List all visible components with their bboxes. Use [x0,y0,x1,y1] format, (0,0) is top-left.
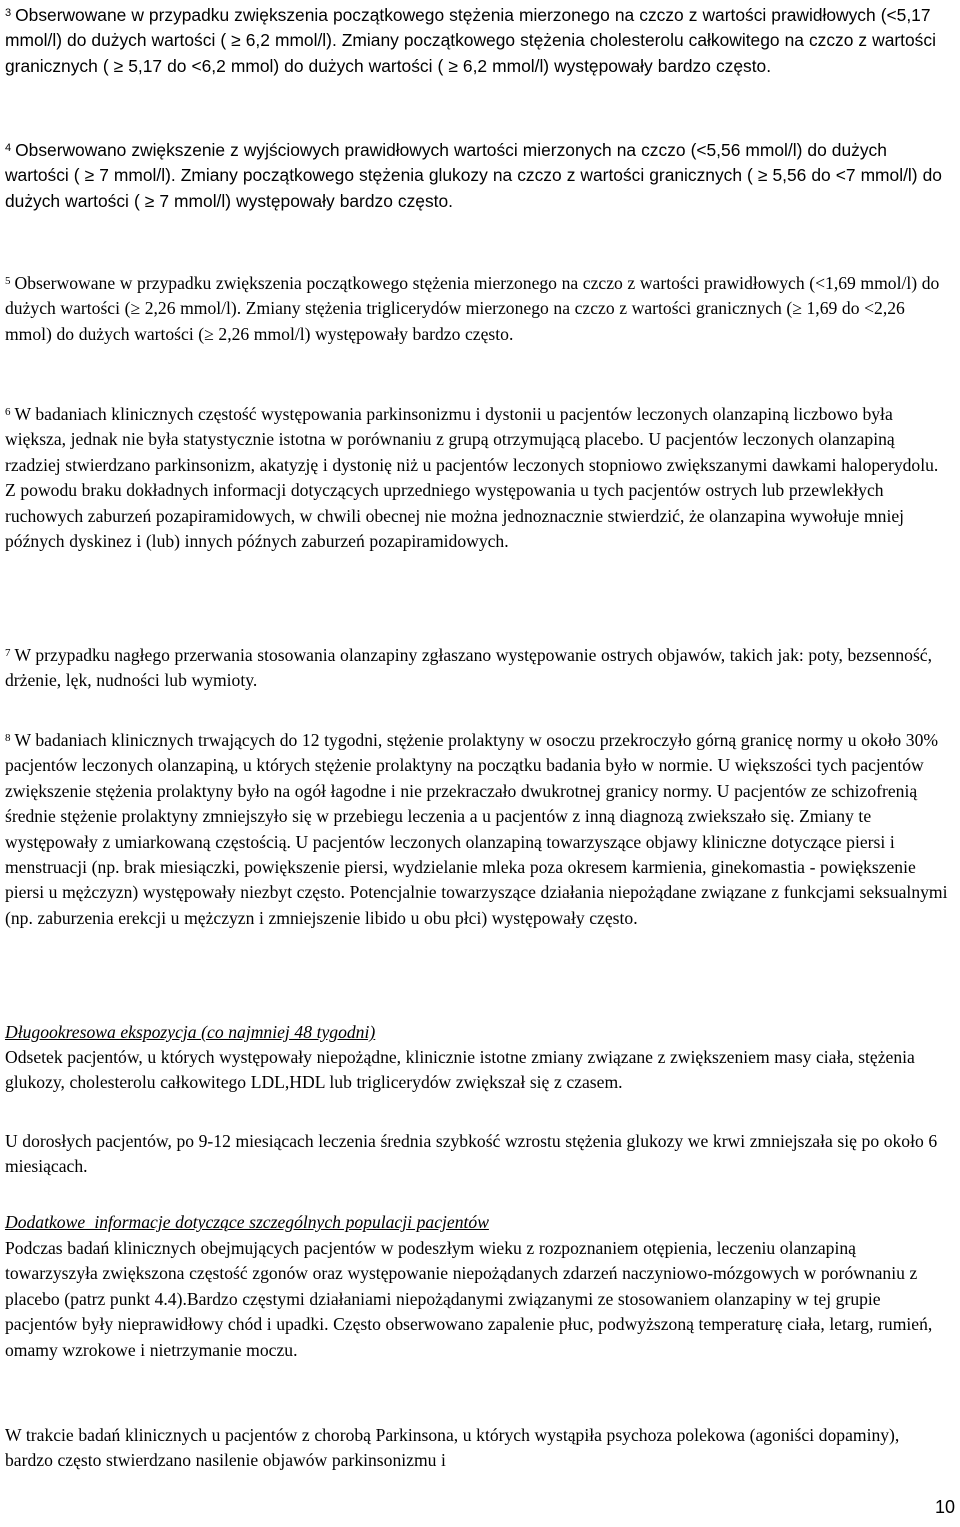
section-paragraph: Podczas badań klinicznych obejmujących pacjentów w podeszłym wieku z rozpoznaniem otępienia, leczeniu olanzapiną towarzyszyła zwiększona częstość zgonów oraz występowanie niepożądanych zdarzeń naczyniowo-mózgowych w porównaniu z placebo (patrz punkt 4.4).Bardzo częstymi działaniami niepożądanymi związanymi ze stosowaniem olanzapiny w tej grupie pacjentów były nieprawidłowy chód i upadki. Często obserwowano zapalenie płuc, podwyższoną temperaturę ciała, letarg, rumień, omamy wzrokowe i nietrzymanie moczu. [5,1238,933,1360]
section-paragraph: U dorosłych pacjentów, po 9-12 miesiącach leczenia średnia szybkość wzrostu stężenia glukozy we krwi zmniejszała się po około 6 miesiącach. [5,1131,938,1177]
footnote-number: 7 [5,647,11,659]
section-paragraph: Odsetek pacjentów, u których występowały niepożądne, klinicznie istotne zmiany związane z zwiększeniem masy ciała, stężenia glukozy, cholesterolu całkowitego LDL,HDL lub triglicerydów zwiększał się z czasem. [5,1047,915,1093]
footnote-text: Obserwowane w przypadku zwiększenia początkowego stężenia mierzonego na czczo z wartości prawidłowych (<5,17 mmol/l) do dużych wartości ( ≥ 6,2 mmol/l). Zmiany początkowego stężenia cholesterolu całkowitego na czczo z wartości granicznych ( ≥ 5,17 do <6,2 mmol) do dużych wartości ( ≥ 6,2 mmol/l) występowały bardzo często. [5,5,936,76]
footnote-text: W badaniach klinicznych trwających do 12 tygodni, stężenie prolaktyny w osoczu przekroczyło górną granicę normy u około 30% pacjentów leczonych olanzapiną, u których stężenie prolaktyny na początku badania było w normie. U większości tych pacjentów zwiększenie stężenia prolaktyny było na ogół łagodne i nie przekraczało dwukrotnej granicy normy. U pacjentów ze schizofrenią średnie stężenie prolaktyny zmniejszyło się w przebiegu leczenia a u pacjentów z inną diagnozą zwiekszało się. Zmiany te występowały z umiarkowaną częstością. U pacjentów leczonych olanzapiną towarzyszące objawy kliniczne dotyczące piersi i menstruacji (np. brak miesiączki, powiększenie piersi, wydzielanie mleka poza okresem karmienia, ginekomastia - powiększenie piersi u mężczyzn) występowały niezbyt często. Potencjalnie towarzyszące działania niepożądane związane z funkcjami seksualnymi (np. zaburzenia erekcji u mężczyzn i zmniejszenie libido u obu płci) występowały często. [5,730,948,928]
footnote-number: 3 [5,7,12,19]
section-heading: Dodatkowe informacje dotyczące szczególnych populacji pacjentów [5,1212,489,1232]
footnote-number: 6 [5,406,11,418]
footnote-3 [5,3,950,79]
footnote-7 [5,643,950,694]
footnote-text: Obserwowane w przypadku zwiększenia początkowego stężenia mierzonego na czczo z wartości prawidłowych (<1,69 mmol/l) do dużych wartości (≥ 2,26 mmol/l). Zmiany stężenia triglicerydów mierzonego na czczo z wartości granicznych (≥ 1,69 do <2,26 mmol) do dużych wartości (≥ 2,26 mmol/l) występowały bardzo często. [5,273,940,344]
footnote-4 [5,138,950,214]
final-paragraph: W trakcie badań klinicznych u pacjentów z chorobą Parkinsona, u których wystąpiła psychoza polekowa (agoniści dopaminy), bardzo często stwierdzano nasilenie objawów parkinsonizmu i [5,1425,900,1471]
footnote-text: W przypadku nagłego przerwania stosowania olanzapiny zgłaszano występowanie ostrych objawów, takich jak: poty, bezsenność, drżenie, lęk, nudności lub wymioty. [5,645,933,691]
footnote-text: W badaniach klinicznych częstość występowania parkinsonizmu i dystonii u pacjentów leczonych olanzapiną liczbowo była większa, jednak nie była statystycznie istotna w porównaniu z grupą otrzymującą placebo. U pacjentów leczonych olanzapiną rzadziej stwierdzano parkinsonizm, akatyzję i dystonię niż u pacjentów leczonych stopniowo zwiększanymi dawkami haloperydolu. Z powodu braku dokładnych informacji dotyczących uprzedniego występowania u tych pacjentów ostrych lub przewlekłych ruchowych zaburzeń pozapiramidowych, w chwili obecnej nie można jednoznacznie stwierdzić, że olanzapina wywołuje mniej późnych dyskinez i (lub) innych późnych zaburzeń pozapiramidowych. [5,404,939,552]
footnote-number: 4 [5,142,12,154]
footnote-6 [5,402,950,554]
footnote-text: Obserwowano zwiększenie z wyjściowych prawidłowych wartości mierzonych na czczo (<5,56 mmol/l) do dużych wartości ( ≥ 7 mmol/l). Zmiany początkowego stężenia glukozy na czczo z wartości granicznych ( ≥ 5,56 do <7 mmol/l) do dużych wartości ( ≥ 7 mmol/l) występowały bardzo często. [5,140,942,211]
footnote-8 [5,728,950,931]
page-number: 10 [934,1497,955,1517]
footnote-number: 8 [5,732,11,744]
footnote-5 [5,271,950,347]
footnote-number: 5 [5,275,11,287]
section-heading: Długookresowa ekspozycja (co najmniej 48 tygodni) [5,1022,376,1042]
